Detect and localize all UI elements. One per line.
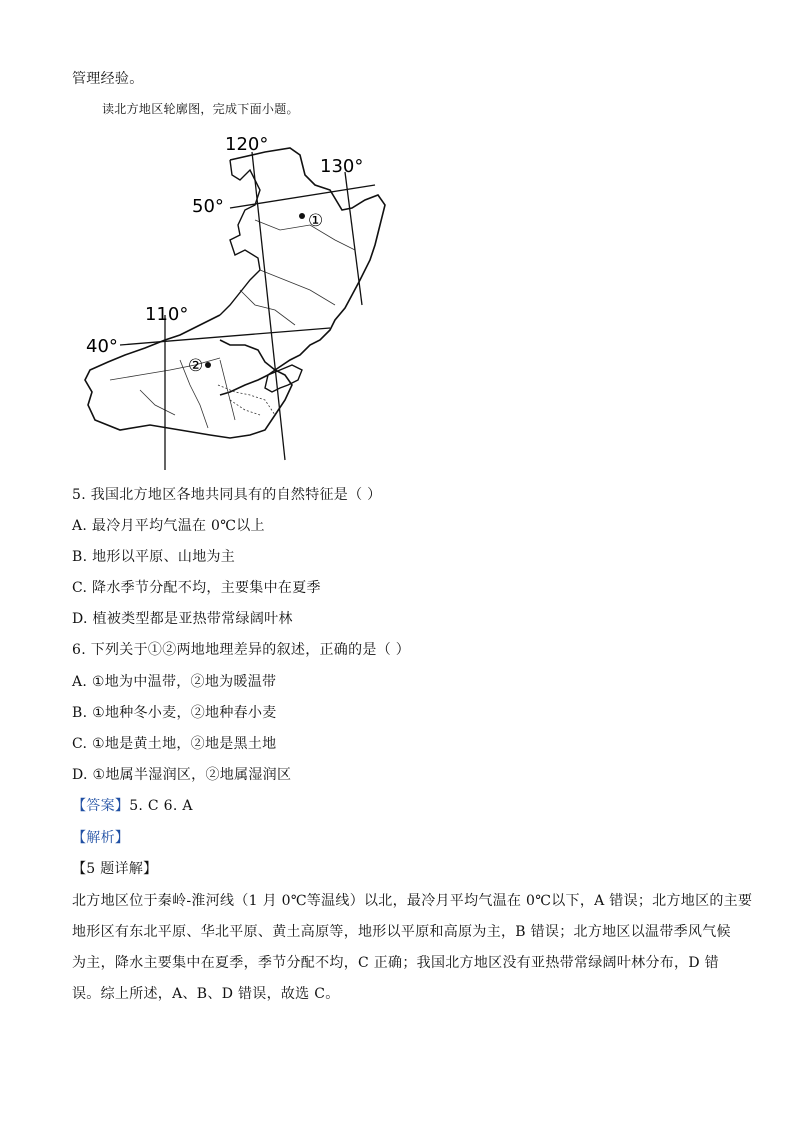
explanation-line-4: 误。综上所述，A、B、D 错误，故选 C。 bbox=[72, 986, 340, 1002]
label-120: 120° bbox=[225, 134, 269, 155]
explanation-line-2: 地形区有东北平原、华北平原、黄土高原等，地形以平原和高原为主，B 错误；北方地区以温带季风气候 bbox=[72, 924, 731, 940]
parallel-50 bbox=[230, 185, 375, 208]
q5-option-d: D. 植被类型都是亚热带常绿阔叶林 bbox=[72, 611, 293, 627]
intro-tail: 管理经验。 bbox=[72, 71, 144, 87]
detail-tag: 【5 题详解】 bbox=[72, 861, 158, 877]
marker-1-dot bbox=[299, 213, 305, 219]
analysis-tag: 【解析】 bbox=[72, 830, 130, 846]
q5-stem: 5. 我国北方地区各地共同具有的自然特征是（ ） bbox=[72, 487, 382, 503]
answer-text: 5. C 6. A bbox=[129, 798, 193, 814]
label-130: 130° bbox=[320, 156, 364, 177]
label-50: 50° bbox=[192, 196, 224, 217]
meridian-130 bbox=[345, 172, 362, 305]
map-instruction: 读北方地区轮廓图，完成下面小题。 bbox=[102, 102, 299, 116]
q6-stem: 6. 下列关于①②两地地理差异的叙述，正确的是（ ） bbox=[72, 642, 411, 658]
marker-2-dot bbox=[205, 362, 211, 368]
q5-option-a: A. 最冷月平均气温在 0℃以上 bbox=[72, 518, 265, 534]
q5-option-c: C. 降水季节分配不均，主要集中在夏季 bbox=[72, 580, 321, 596]
marker-2: ② bbox=[188, 356, 204, 376]
marker-1: ① bbox=[308, 211, 324, 231]
meridian-120 bbox=[252, 152, 285, 460]
q6-option-c: C. ①地是黄土地，②地是黑土地 bbox=[72, 736, 277, 752]
north-china-outline-map bbox=[80, 130, 400, 475]
explanation-line-1: 北方地区位于秦岭-淮河线（1 月 0℃等温线）以北，最冷月平均气温在 0℃以下，A 错误；北方地区的主要 bbox=[72, 893, 753, 909]
q6-option-d: D. ①地属半湿润区，②地属湿润区 bbox=[72, 767, 292, 783]
q6-option-a: A. ①地为中温带，②地为暖温带 bbox=[72, 674, 277, 690]
answer-tag: 【答案】 bbox=[72, 798, 130, 814]
label-40: 40° bbox=[86, 336, 118, 357]
q5-option-b: B. 地形以平原、山地为主 bbox=[72, 549, 236, 565]
northeast-outline bbox=[220, 148, 385, 395]
q6-option-b: B. ①地种冬小麦，②地种春小麦 bbox=[72, 705, 277, 721]
explanation-line-3: 为主，降水主要集中在夏季，季节分配不均，C 正确；我国北方地区没有亚热带常绿阔叶林分布，D 错 bbox=[72, 955, 719, 971]
answer-line bbox=[72, 795, 193, 815]
label-110: 110° bbox=[145, 304, 189, 325]
